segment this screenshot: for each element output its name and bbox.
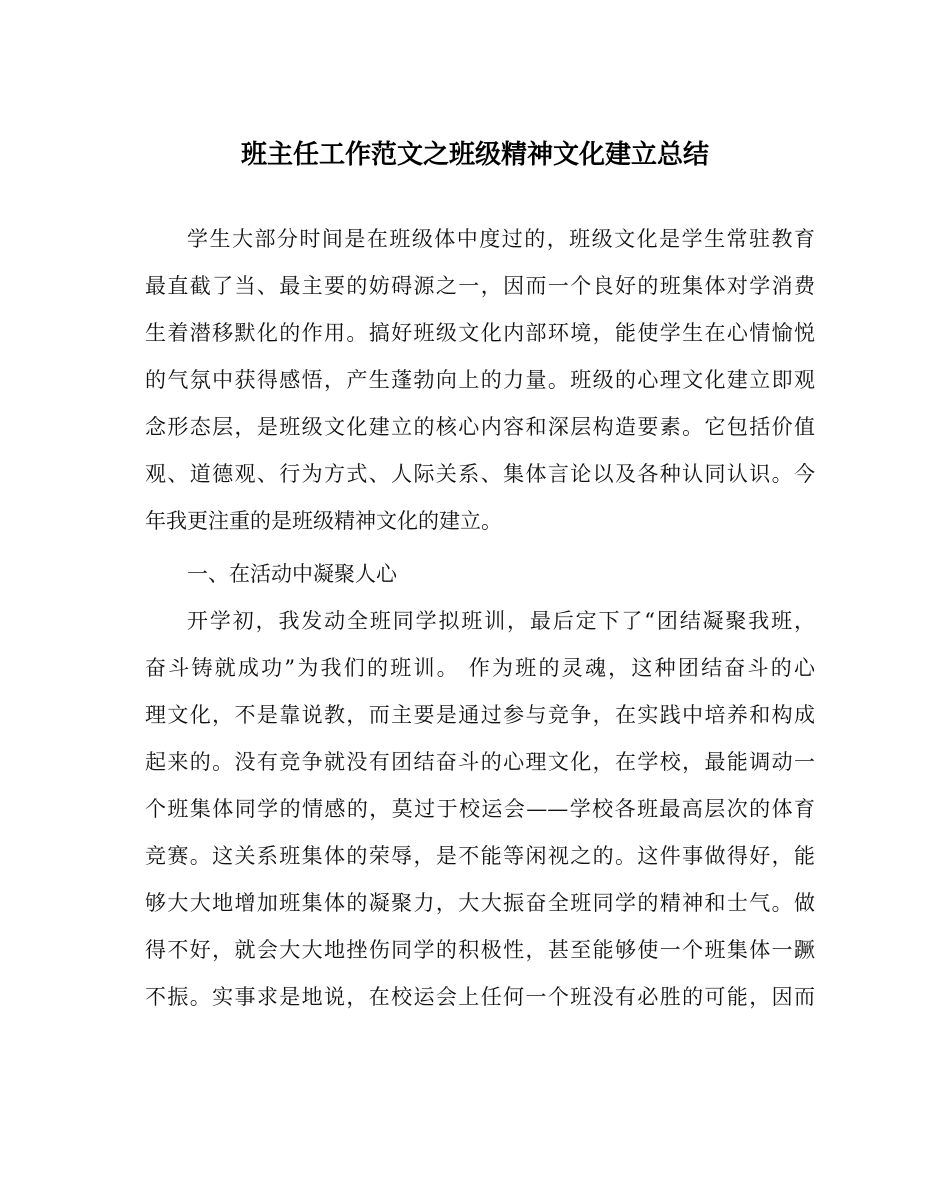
paragraph-2-line-4: 起来的。没有竞争就没有团结奋斗的心理文化，在学校，最能调动一 xyxy=(145,750,815,774)
paragraph-2-line-3: 理文化，不是靠说教，而主要是通过参与竞争，在实践中培养和构成 xyxy=(145,703,815,727)
paragraph-1-line-1: 学生大部分时间是在班级体中度过的，班级文化是学生常驻教育 xyxy=(187,227,815,251)
paragraph-2-line-9: 不振。实事求是地说，在校运会上任何一个班没有必胜的可能，因而 xyxy=(145,985,815,1009)
paragraph-2-line-7: 够大大地增加班集体的凝聚力，大大振奋全班同学的精神和士气。做 xyxy=(145,891,815,915)
document-title: 班主任工作范文之班级精神文化建立总结 xyxy=(240,140,709,170)
paragraph-2-line-6: 竞赛。这关系班集体的荣辱，是不能等闲视之的。这件事做得好，能 xyxy=(145,844,815,868)
paragraph-1-line-2: 最直截了当、最主要的妨碍源之一，因而一个良好的班集体对学消费 xyxy=(145,274,815,298)
paragraph-1-line-4: 的气氛中获得感悟，产生蓬勃向上的力量。班级的心理文化建立即观 xyxy=(145,368,815,392)
paragraph-1-line-6: 观、道德观、行为方式、人际关系、集体言论以及各种认同认识。今 xyxy=(145,462,815,486)
section-heading-1: 一、在活动中凝聚人心 xyxy=(187,562,397,586)
paragraph-2-line-5: 个班集体同学的情感的，莫过于校运会——学校各班最高层次的体育 xyxy=(145,797,815,821)
paragraph-2-line-8: 得不好，就会大大地挫伤同学的积极性，甚至能够使一个班集体一蹶 xyxy=(145,938,815,962)
paragraph-2-line-1: 开学初，我发动全班同学拟班训，最后定下了“团结凝聚我班， xyxy=(187,609,815,633)
paragraph-1-line-5: 念形态层，是班级文化建立的核心内容和深层构造要素。它包括价值 xyxy=(145,415,815,439)
paragraph-1-line-3: 生着潜移默化的作用。搞好班级文化内部环境，能使学生在心情愉悦 xyxy=(145,321,815,345)
paragraph-1-line-7: 年我更注重的是班级精神文化的建立。 xyxy=(145,509,502,533)
paragraph-2-line-2: 奋斗铸就成功”为我们的班训。 作为班的灵魂，这种团结奋斗的心 xyxy=(145,656,815,680)
